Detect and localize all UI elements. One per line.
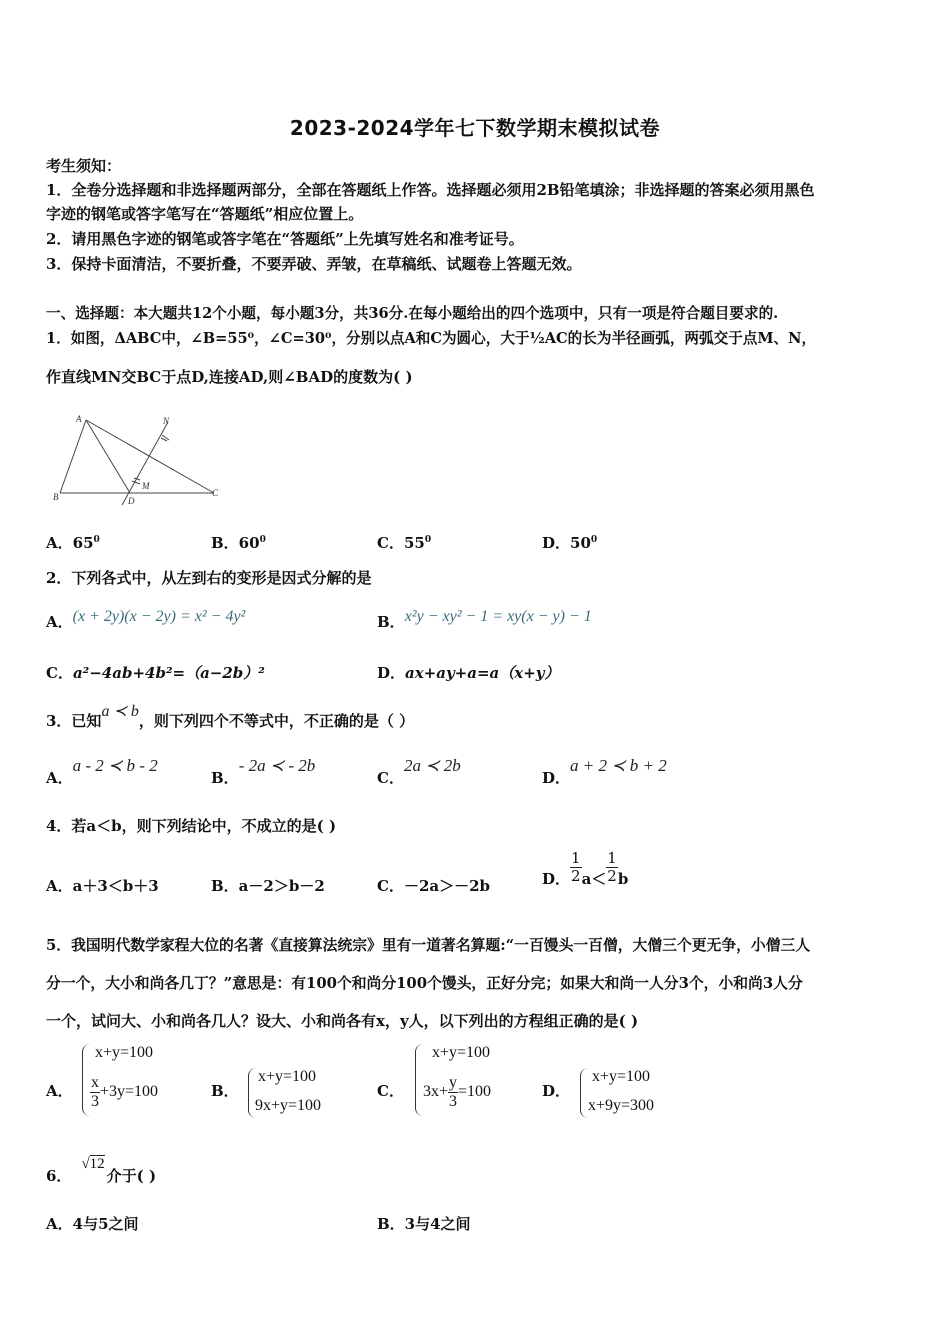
q4-option-b[interactable]: B．a－2＞b－2 [211,877,325,895]
notice-heading: 考生须知： [46,157,122,175]
q1-option-d[interactable]: D．$50^0$ [542,534,598,552]
q2-stem: 2．下列各式中，从左到右的变形是因式分解的是 [46,569,372,587]
q5-d-eq2: x+9y=300 [588,1097,655,1114]
q3-option-d[interactable]: D．a + 2 ≺ b + 2 [542,756,667,787]
fig-label-n: N [163,416,170,426]
q5-option-b-label: B． [211,1082,239,1100]
q6-option-b[interactable]: B．3与4之间 [377,1215,471,1233]
page-title: 2023-2024学年七下数学期末模拟试卷 [289,116,661,140]
q5-a-eq2: $\frac{x}{3}$ +3y=100 [91,1074,159,1110]
fig-label-c: C [212,488,219,498]
fig-label-b: B [53,492,59,502]
q2-option-b[interactable]: B．x²y − xy² − 1 = xy(x − y) − 1 [377,608,592,631]
q2-option-d[interactable]: D．ax+ay+a=a（x+y） [377,664,560,682]
q5-d-eq1: x+y=100 [592,1068,651,1085]
q5-option-a-label: A． [46,1082,73,1100]
q2-option-c[interactable]: C．a²−4ab+4b²=（a−2b）² [46,664,265,682]
fig-label-a: A [76,414,82,424]
fig-label-d: D [128,496,135,506]
fig-label-m: M [142,481,150,491]
q5-b-eq2: 9x+y=100 [255,1097,322,1114]
q2-option-a[interactable]: A．(x + 2y)(x − 2y) = x² − 4y² [46,608,246,631]
q5-c-eq1: x+y=100 [432,1044,491,1061]
q1-stem-line-1: 1．如图，ΔABC中，∠B=55⁰，∠C=30⁰，分别以点A和C为圆心，大于½AC的长为半径画弧，两弧交于点M、N， [46,330,817,347]
q5-option-c-label: C． [377,1082,404,1100]
q4-stem: 4．若a＜b，则下列结论中，不成立的是( ) [46,817,337,835]
q5-stem-line-1: 5．我国明代数学家程大位的名著《直接算法统宗》里有一道著名算题:“一百馒头一百僧，大僧三个更无争，小僧三人 [46,937,811,954]
q1-stem-line-2: 作直线MN交BC于点D,连接AD,则∠BAD的度数为( ) [46,368,413,386]
q4-option-d[interactable]: D． $\frac{1}{2}$ a＜ $\frac{1}{2}$ b [542,849,629,888]
q5-a-eq1: x+y=100 [95,1044,154,1061]
notice-line-1b: 字迹的钢笔或答字笔写在“答题纸”相应位置上。 [46,205,364,223]
q5-stem-line-2: 分一个，大小和尚各几丁？”意思是：有100个和尚分100个馒头，正好分完；如果大和尚一人分3个，小和尚3人分 [46,975,803,992]
q3-option-b[interactable]: B．- 2a ≺ - 2b [211,756,316,787]
q6-option-a[interactable]: A．4与5之间 [46,1215,139,1233]
q1-option-a[interactable]: A．$65^0$ [46,534,100,552]
q5-c-eq2: 3x+ $\frac{y}{3}$ =100 [423,1074,492,1110]
q6-stem: 6．√12介于( ) [46,1156,157,1185]
q4-option-c[interactable]: C．－2a＞－2b [377,877,491,895]
q3-option-a[interactable]: A．a - 2 ≺ b - 2 [46,756,158,787]
q4-option-a[interactable]: A．a＋3＜b＋3 [46,877,159,895]
q3-option-c[interactable]: C．2a ≺ 2b [377,756,461,787]
q1-triangle-figure [50,410,225,510]
q3-stem: 3．已知a ≺ b，则下列四个不等式中，不正确的是（ ） [46,703,415,730]
q1-option-c[interactable]: C．$55^0$ [377,534,432,552]
q5-stem-line-3: 一个，试问大、小和尚各几人？设大、小和尚各有x，y人，以下列出的方程组正确的是( ) [46,1012,639,1030]
q1-option-b[interactable]: B．$60^0$ [211,534,266,552]
notice-line-3: 3．保持卡面清洁，不要折叠，不要弄破、弄皱，在草稿纸、试题卷上答题无效。 [46,255,582,273]
q5-option-d-label: D． [542,1082,571,1100]
notice-line-1a: 1．全卷分选择题和非选择题两部分，全部在答题纸上作答。选择题必须用2B铅笔填涂；非选择题的答案必须用黑色 [46,181,815,199]
section-heading: 一、选择题：本大题共12个小题，每小题3分，共36分.在每小题给出的四个选项中，只有一项是符合题目要求的. [46,305,779,322]
notice-line-2: 2．请用黑色字迹的钢笔或答字笔在“答题纸”上先填写姓名和准考证号。 [46,230,524,248]
q5-b-eq1: x+y=100 [258,1068,317,1085]
